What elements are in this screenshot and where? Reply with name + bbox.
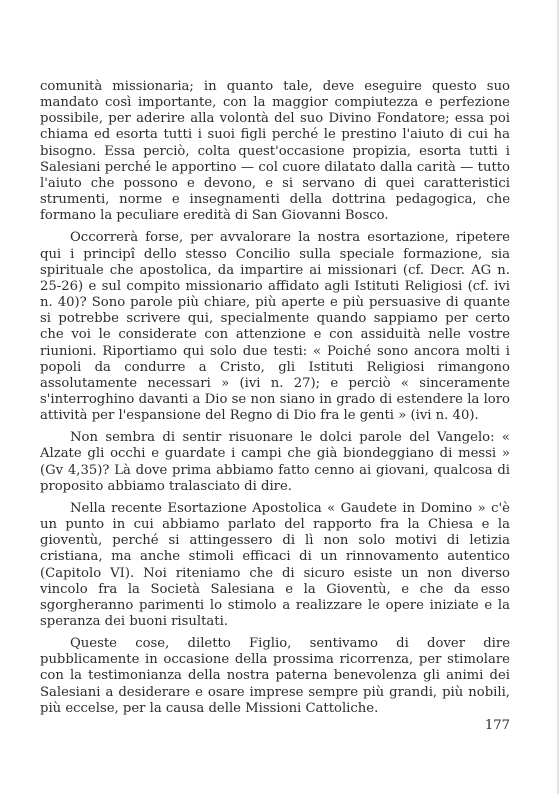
- paragraph: Occorrerà forse, per avvalorare la nostra esortazione, ripetere qui i principî dello stesso Concilio sulla speciale formazione, sia spirituale che apostolica, da impartire ai missionari (cf. Decr. AG n. 25-26) e sul compito missionario affidato agli Istituti Religiosi (cf. ivi n. 40)? Sono parole più chiare, più aperte e più persuasive di quante si potrebbe scrivere qui, specialmente quando sappiamo per certo che voi le considerate con attenzione e con assiduità nelle vostre riunioni. Riportiamo qui solo due testi: « Poiché sono ancora molti i popoli da condurre a Cristo, gli Istituti Religiosi rimangono assolutamente necessari » (ivi n. 27); e perciò « sinceramente s'interroghino davanti a Dio se non siano in grado di estendere la loro attività per l'espansione del Regno di Dio fra le genti » (ivi n. 40).: [40, 230, 510, 424]
- paragraph: Queste cose, diletto Figlio, sentivamo di dover dire pubblicamente in occasione della prossima ricorrenza, per stimolare con la testimonianza della nostra paterna benevolenza gli animi dei Salesiani a desiderare e osare imprese sempre più grandi, più nobili, più eccelse, per la causa delle Missioni Cattoliche.: [40, 636, 510, 716]
- paragraph: Nella recente Esortazione Apostolica « Gaudete in Domino » c'è un punto in cui abbiamo parlato del rapporto fra la Chiesa e la gioventù, perché si attingessero di lì non solo motivi di letizia cristiana, ma anche stimoli efficaci di un rinnovamento autentico (Capitolo VI). Noi riteniamo che di sicuro esiste un non diverso vincolo fra la Società Salesiana e la Gioventù, e che da esso sgorgheranno parimenti lo stimolo a realizzare le opere iniziate e la speranza dei buoni risultati.: [40, 500, 510, 629]
- page-number: 177: [484, 718, 510, 733]
- paragraph: comunità missionaria; in quanto tale, deve eseguire questo suo mandato così importante, con la maggior compiutezza e perfezione possibile, per aderire alla volontà del suo Divino Fondatore; essa poi chiama ed esorta tutti i suoi figli perché le prestino l'aiuto di cui ha bisogno. Essa perciò, colta quest'occasione propizia, esorta tutti i Salesiani perché le apportino — col cuore dilatato dalla carità — tutto l'aiuto che possono e devono, e si servano di quei caratteristici strumenti, norme e insegnamenti della dottrina pedagogica, che formano la peculiare eredità di San Giovanni Bosco.: [40, 79, 510, 224]
- paragraph: Non sembra di sentir risuonare le dolci parole del Vangelo: « Alzate gli occhi e guardate i campi che già biondeggiano di messi » (Gv 4,35)? Là dove prima abbiamo fatto cenno ai giovani, qualcosa di proposito abbiamo tralasciato di dire.: [40, 430, 510, 494]
- body-text: [40, 79, 510, 723]
